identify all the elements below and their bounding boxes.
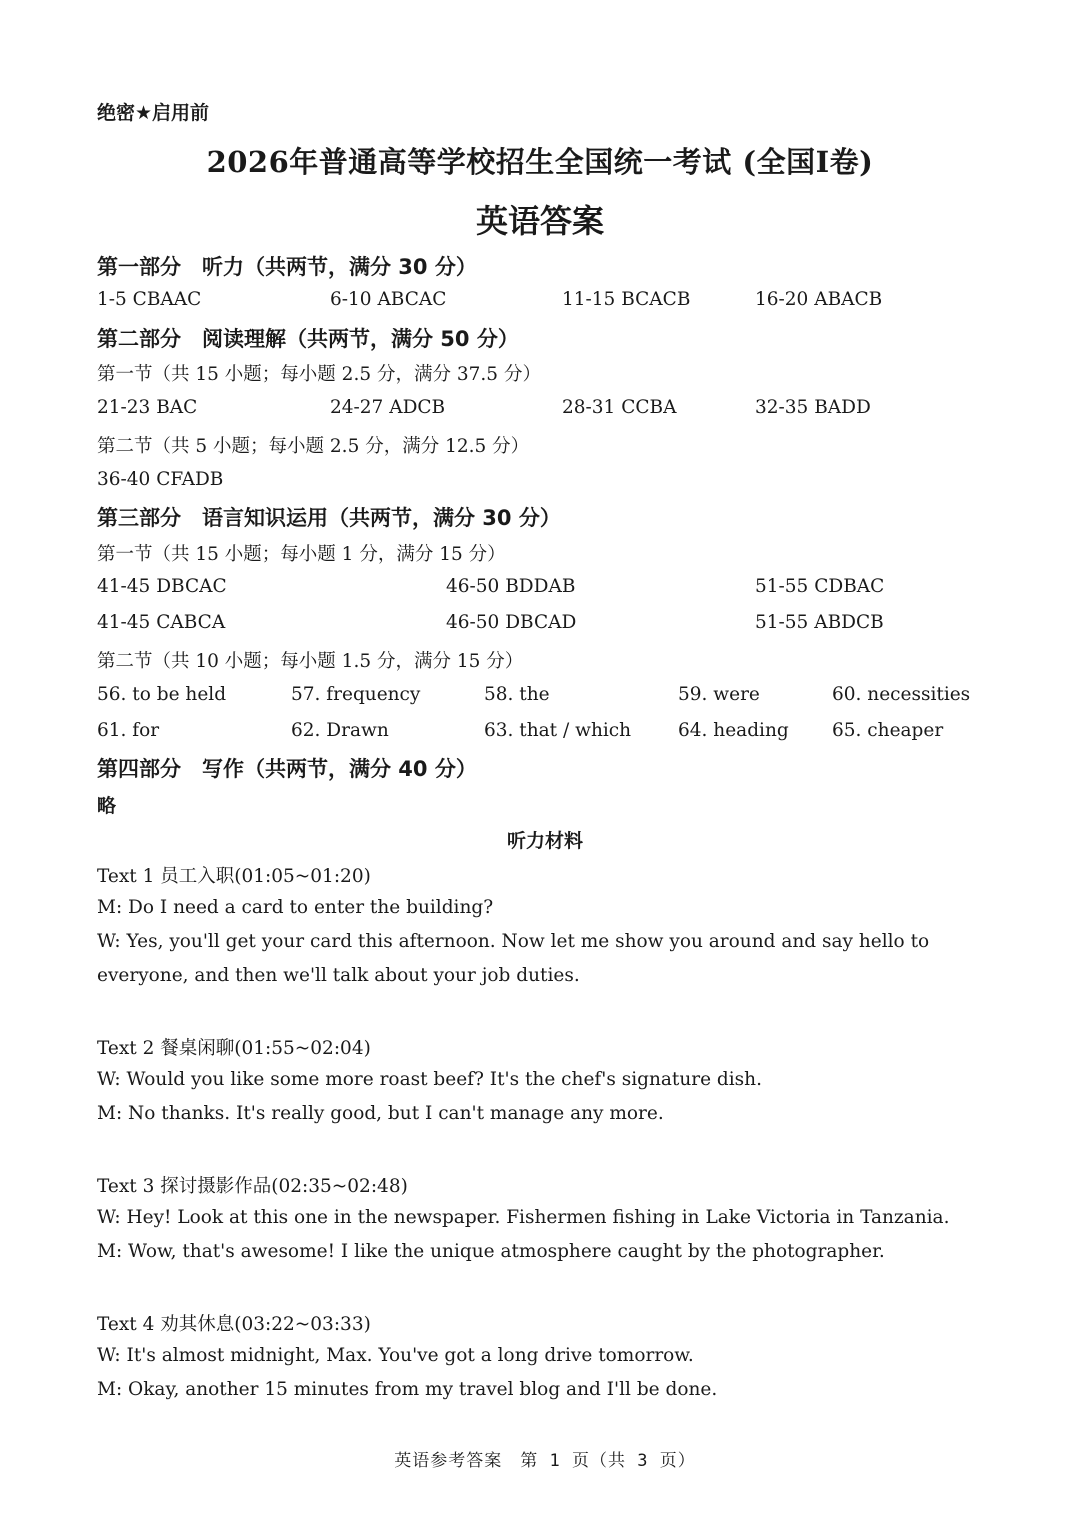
- part3-section2-heading: 第二节（共 10 小题；每小题 1.5 分，满分 15 分）: [97, 651, 524, 672]
- dialogue-line: M: Okay, another 15 minutes from my travel blog and I'll be done.: [97, 1379, 718, 1400]
- part2-section1-heading: 第一节（共 15 小题；每小题 2.5 分，满分 37.5 分）: [97, 364, 541, 385]
- answer-group: 28-31 CCBA: [562, 397, 677, 418]
- exam-title: 2026年普通高等学校招生全国统一考试 (全国I卷): [206, 145, 874, 179]
- answer-item: 64. heading: [678, 720, 789, 741]
- answer-item: 61. for: [97, 720, 160, 741]
- confidential-label: 绝密★启用前: [97, 102, 210, 124]
- answer-group: 24-27 ADCB: [330, 397, 446, 418]
- dialogue-line: M: No thanks. It's really good, but I can't manage any more.: [97, 1103, 664, 1124]
- dialogue-line: W: It's almost midnight, Max. You've got a long drive tomorrow.: [97, 1345, 694, 1366]
- answer-group: 41-45 CABCA: [97, 612, 226, 633]
- answer-group: 6-10 ABCAC: [330, 289, 447, 310]
- answer-item: 58. the: [484, 684, 550, 705]
- listening-text-title: Text 2 餐桌闲聊(01:55~02:04): [97, 1038, 371, 1059]
- answer-item: 62. Drawn: [291, 720, 389, 741]
- answer-item: 60. necessities: [832, 684, 971, 705]
- answer-item: 57. frequency: [291, 684, 421, 705]
- answer-group: 46-50 DBCAD: [446, 612, 577, 633]
- dialogue-line: M: Wow, that's awesome! I like the unique atmosphere caught by the photographer.: [97, 1241, 885, 1262]
- listening-text-title: Text 1 员工入职(01:05~01:20): [97, 866, 371, 887]
- part2-section2-heading: 第二节（共 5 小题；每小题 2.5 分，满分 12.5 分）: [97, 436, 530, 457]
- listening-text-title: Text 4 劝其休息(03:22~03:33): [97, 1314, 371, 1335]
- part3-section1-heading: 第一节（共 15 小题；每小题 1 分，满分 15 分）: [97, 544, 506, 565]
- answer-group: 36-40 CFADB: [97, 469, 224, 490]
- answer-item: 59. were: [678, 684, 760, 705]
- answer-group: 41-45 DBCAC: [97, 576, 227, 597]
- part2-heading: 第二部分 阅读理解（共两节，满分 50 分）: [97, 327, 519, 351]
- answer-group: 11-15 BCACB: [562, 289, 691, 310]
- listening-text-title: Text 3 探讨摄影作品(02:35~02:48): [97, 1176, 408, 1197]
- answer-group: 16-20 ABACB: [755, 289, 883, 310]
- answer-item: 56. to be held: [97, 684, 227, 705]
- part1-heading: 第一部分 听力（共两节，满分 30 分）: [97, 255, 477, 279]
- part3-heading: 第三部分 语言知识运用（共两节，满分 30 分）: [97, 506, 561, 530]
- answer-group: 46-50 BDDAB: [446, 576, 576, 597]
- answer-group: 1-5 CBAAC: [97, 289, 202, 310]
- part4-heading: 第四部分 写作（共两节，满分 40 分）: [97, 757, 477, 781]
- dialogue-line: W: Yes, you'll get your card this afternoon. Now let me show you around and say hello to everyone, and then we'll talk about your job duties.: [97, 931, 930, 986]
- answer-group: 21-23 BAC: [97, 397, 198, 418]
- answer-group: 51-55 CDBAC: [755, 576, 885, 597]
- dialogue-line: W: Hey! Look at this one in the newspaper. Fishermen fishing in Lake Victoria in Tanzania.: [97, 1207, 950, 1228]
- answer-group: 51-55 ABDCB: [755, 612, 884, 633]
- dialogue-line: W: Would you like some more roast beef? It's the chef's signature dish.: [97, 1069, 762, 1090]
- answer-item: 65. cheaper: [832, 720, 944, 741]
- answer-item: 63. that / which: [484, 720, 632, 741]
- dialogue-line: M: Do I need a card to enter the building?: [97, 897, 494, 918]
- page-footer: 英语参考答案 第 1 页（共 3 页）: [394, 1451, 696, 1471]
- subject-title: 英语答案: [475, 202, 604, 240]
- listening-material-heading: 听力材料: [506, 830, 583, 852]
- answer-group: 32-35 BADD: [755, 397, 871, 418]
- part4-note: 略: [97, 795, 117, 817]
